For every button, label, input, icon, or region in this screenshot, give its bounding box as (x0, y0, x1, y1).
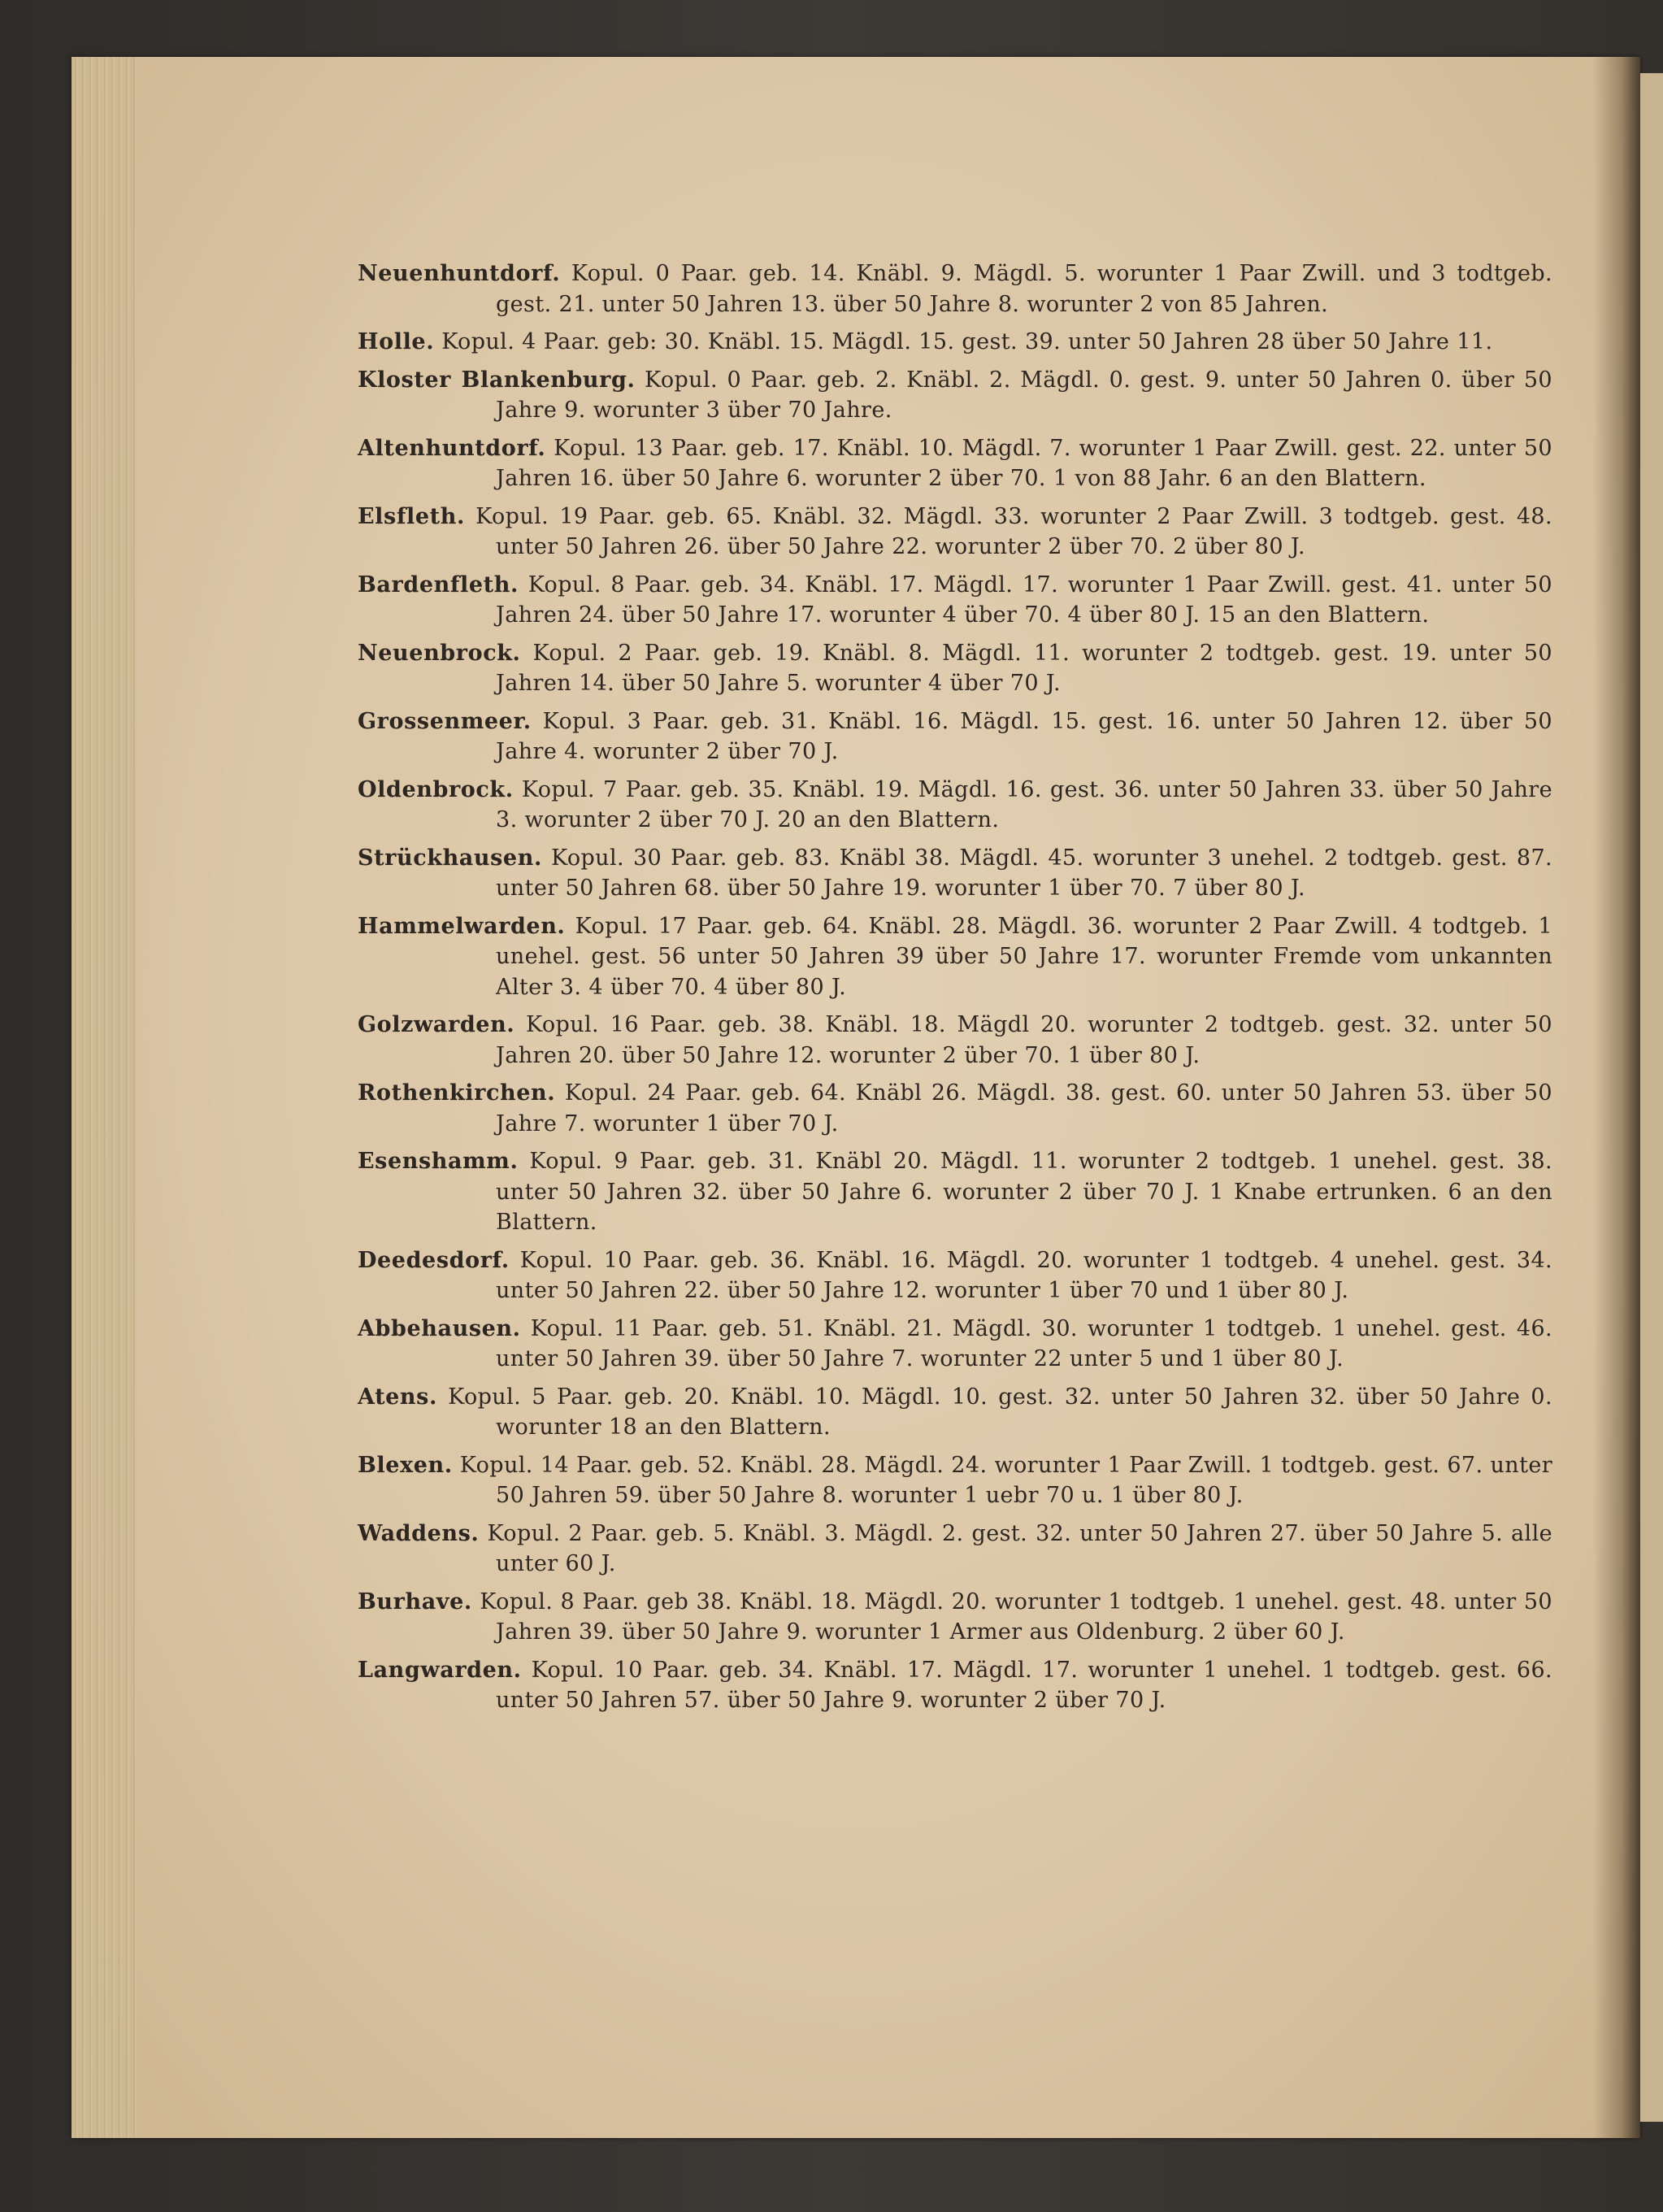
entry (358, 570, 1552, 631)
place-name: Langwarden. (358, 1657, 522, 1683)
entry-text: Kopul. 24 Paar. geb. 64. Knäbl 26. Mägdl. 38. gest. 60. unter 50 Jahren 53. über 50 Jahre 7. worunter 1 über 70 J. (496, 1080, 1552, 1136)
entry (358, 1655, 1552, 1716)
entry (358, 1450, 1552, 1511)
entry (358, 775, 1552, 836)
entry (358, 1587, 1552, 1648)
entry (358, 365, 1552, 426)
place-name: Kloster Blankenburg. (358, 367, 636, 393)
entry-text: Kopul. 8 Paar. geb. 34. Knäbl. 17. Mägdl. 17. worunter 1 Paar Zwill. gest. 41. unter 50 Jahren 24. über 50 Jahre 17. worunter 4 über 70. 4 über 80 J. 15 an den Blattern. (496, 571, 1553, 628)
place-name: Rothenkirchen. (358, 1080, 556, 1106)
entry (358, 1010, 1552, 1071)
place-name: Burhave. (358, 1588, 472, 1614)
entry-text: Kopul. 0 Paar. geb. 14. Knäbl. 9. Mägdl. 5. worunter 1 Paar Zwill. und 3 todtgeb. gest. 21. unter 50 Jahren 13. über 50 Jahre 8. worunter 2 von 85 Jahren. (496, 261, 1553, 317)
entry-text: Kopul. 17 Paar. geb. 64. Knäbl. 28. Mägdl. 36. worunter 2 Paar Zwill. 4 todtgeb. 1 unehel. gest. 56 unter 50 Jahren 39 über 50 Jahre 17. worunter Fremde vom unkannten Alter 3. 4 über 70. 4 über 80 J. (496, 913, 1552, 1000)
entry (358, 706, 1552, 767)
entry (358, 259, 1552, 319)
entry (358, 911, 1552, 1003)
entry (358, 1314, 1552, 1375)
entry-text: Kopul. 4 Paar. geb: 30. Knäbl. 15. Mägdl. 15. gest. 39. unter 50 Jahren 28 über 50 Jahre 11. (441, 329, 1493, 354)
entry-text: Kopul. 10 Paar. geb. 36. Knäbl. 16. Mägdl. 20. worunter 1 todtgeb. 4 unehel. gest. 34. unter 50 Jahren 22. über 50 Jahre 12. worunter 1 über 70 und 1 über 80 J. (496, 1247, 1552, 1303)
entry-text: Kopul. 13 Paar. geb. 17. Knäbl. 10. Mägdl. 7. worunter 1 Paar Zwill. gest. 22. unter 50 Jahren 16. über 50 Jahre 6. worunter 2 über 70. 1 von 88 Jahr. 6 an den Blattern. (496, 435, 1553, 491)
place-name: Esenshamm. (358, 1149, 519, 1174)
entry (358, 1078, 1552, 1139)
place-name: Waddens. (358, 1520, 480, 1546)
place-name: Elsfleth. (358, 503, 465, 529)
entry-text: Kopul. 16 Paar. geb. 38. Knäbl. 18. Mägdl 20. worunter 2 todtgeb. gest. 32. unter 50 Jahren 20. über 50 Jahre 12. worunter 2 über 70. 1 über 80 J. (496, 1012, 1552, 1068)
place-name: Grossenmeer. (358, 708, 532, 734)
entry-text: Kopul. 8 Paar. geb 38. Knäbl. 18. Mägdl. 20. worunter 1 todtgeb. 1 unehel. gest. 48. unter 50 Jahren 39. über 50 Jahre 9. worunter 1 Armer aus Oldenburg. 2 über 60 J. (480, 1588, 1553, 1645)
entry-text: Kopul. 7 Paar. geb. 35. Knäbl. 19. Mägdl. 16. gest. 36. unter 50 Jahren 33. über 50 Jahre 3. worunter 2 über 70 J. 20 an den Blattern. (496, 776, 1552, 832)
entry (358, 1382, 1552, 1443)
place-name: Abbehausen. (358, 1315, 521, 1341)
place-name: Neuenhuntdorf. (358, 261, 561, 286)
entry-text: Kopul. 2 Paar. geb. 5. Knäbl. 3. Mägdl. 2. gest. 32. unter 50 Jahren 27. über 50 Jahre 5. alle unter 60 J. (487, 1520, 1552, 1576)
entry (358, 502, 1552, 563)
entry-text: Kopul. 5 Paar. geb. 20. Knäbl. 10. Mägdl. 10. gest. 32. unter 50 Jahren 32. über 50 Jahre 0. worunter 18 an den Blattern. (448, 1384, 1552, 1440)
place-name: Oldenbrock. (358, 776, 514, 802)
place-name: Altenhuntdorf. (358, 435, 546, 461)
entry (358, 1146, 1552, 1238)
entry-text: Kopul. 14 Paar. geb. 52. Knäbl. 28. Mägdl. 24. worunter 1 Paar Zwill. 1 todtgeb. gest. 67. unter 50 Jahren 59. über 50 Jahre 8. worunter 1 uebr 70 u. 1 über 80 J. (459, 1452, 1553, 1508)
entry-text: Kopul. 19 Paar. geb. 65. Knäbl. 32. Mägdl. 33. worunter 2 Paar Zwill. 3 todtgeb. gest. 48. unter 50 Jahren 26. über 50 Jahre 22. worunter 2 über 70. 2 über 80 J. (475, 503, 1552, 559)
entry (358, 327, 1552, 358)
place-name: Hammelwarden. (358, 913, 566, 939)
entry (358, 1245, 1552, 1306)
statistics-text (358, 259, 1552, 1723)
entry (358, 1519, 1552, 1580)
entry-text: Kopul. 0 Paar. geb. 2. Knäbl. 2. Mägdl. 0. gest. 9. unter 50 Jahren 0. über 50 Jahre 9. worunter 3 über 70 Jahre. (496, 367, 1552, 423)
entry-text: Kopul. 2 Paar. geb. 19. Knäbl. 8. Mägdl. 11. worunter 2 todtgeb. gest. 19. unter 50 Jahren 14. über 50 Jahre 5. worunter 4 über 70 J. (496, 640, 1552, 696)
entry-text: Kopul. 11 Paar. geb. 51. Knäbl. 21. Mägdl. 30. worunter 1 todtgeb. 1 unehel. gest. 46. unter 50 Jahren 39. über 50 Jahre 7. worunter 22 unter 5 und 1 über 80 J. (496, 1315, 1553, 1371)
next-page-edge (1640, 73, 1663, 2122)
place-name: Neuenbrock. (358, 640, 521, 666)
entry-text: Kopul. 30 Paar. geb. 83. Knäbl 38. Mägdl. 45. worunter 3 unehel. 2 todtgeb. gest. 87. unter 50 Jahren 68. über 50 Jahre 19. worunter 1 über 70. 7 über 80 J. (496, 845, 1553, 901)
place-name: Blexen. (358, 1452, 453, 1478)
place-name: Bardenfleth. (358, 571, 519, 598)
page-edges (72, 57, 137, 2138)
entry (358, 433, 1552, 494)
place-name: Atens. (358, 1384, 437, 1410)
entry-text: Kopul. 10 Paar. geb. 34. Knäbl. 17. Mägdl. 17. worunter 1 unehel. 1 todtgeb. gest. 66. unter 50 Jahren 57. über 50 Jahre 9. worunter 2 über 70 J. (496, 1657, 1553, 1713)
gutter-shadow (1593, 57, 1640, 2138)
place-name: Deedesdorf. (358, 1247, 510, 1273)
place-name: Holle. (358, 329, 435, 354)
place-name: Golzwarden. (358, 1012, 515, 1037)
entry (358, 638, 1552, 699)
place-name: Strückhausen. (358, 845, 542, 871)
entry (358, 843, 1552, 904)
entry-text: Kopul. 9 Paar. geb. 31. Knäbl 20. Mägdl. 11. worunter 2 todtgeb. 1 unehel. gest. 38. unter 50 Jahren 32. über 50 Jahre 6. worunter 2 über 70 J. 1 Knabe ertrunken. 6 an den Blattern. (496, 1149, 1553, 1235)
entry-text: Kopul. 3 Paar. geb. 31. Knäbl. 16. Mägdl. 15. gest. 16. unter 50 Jahren 12. über 50 Jahre 4. worunter 2 über 70 J. (496, 708, 1552, 764)
